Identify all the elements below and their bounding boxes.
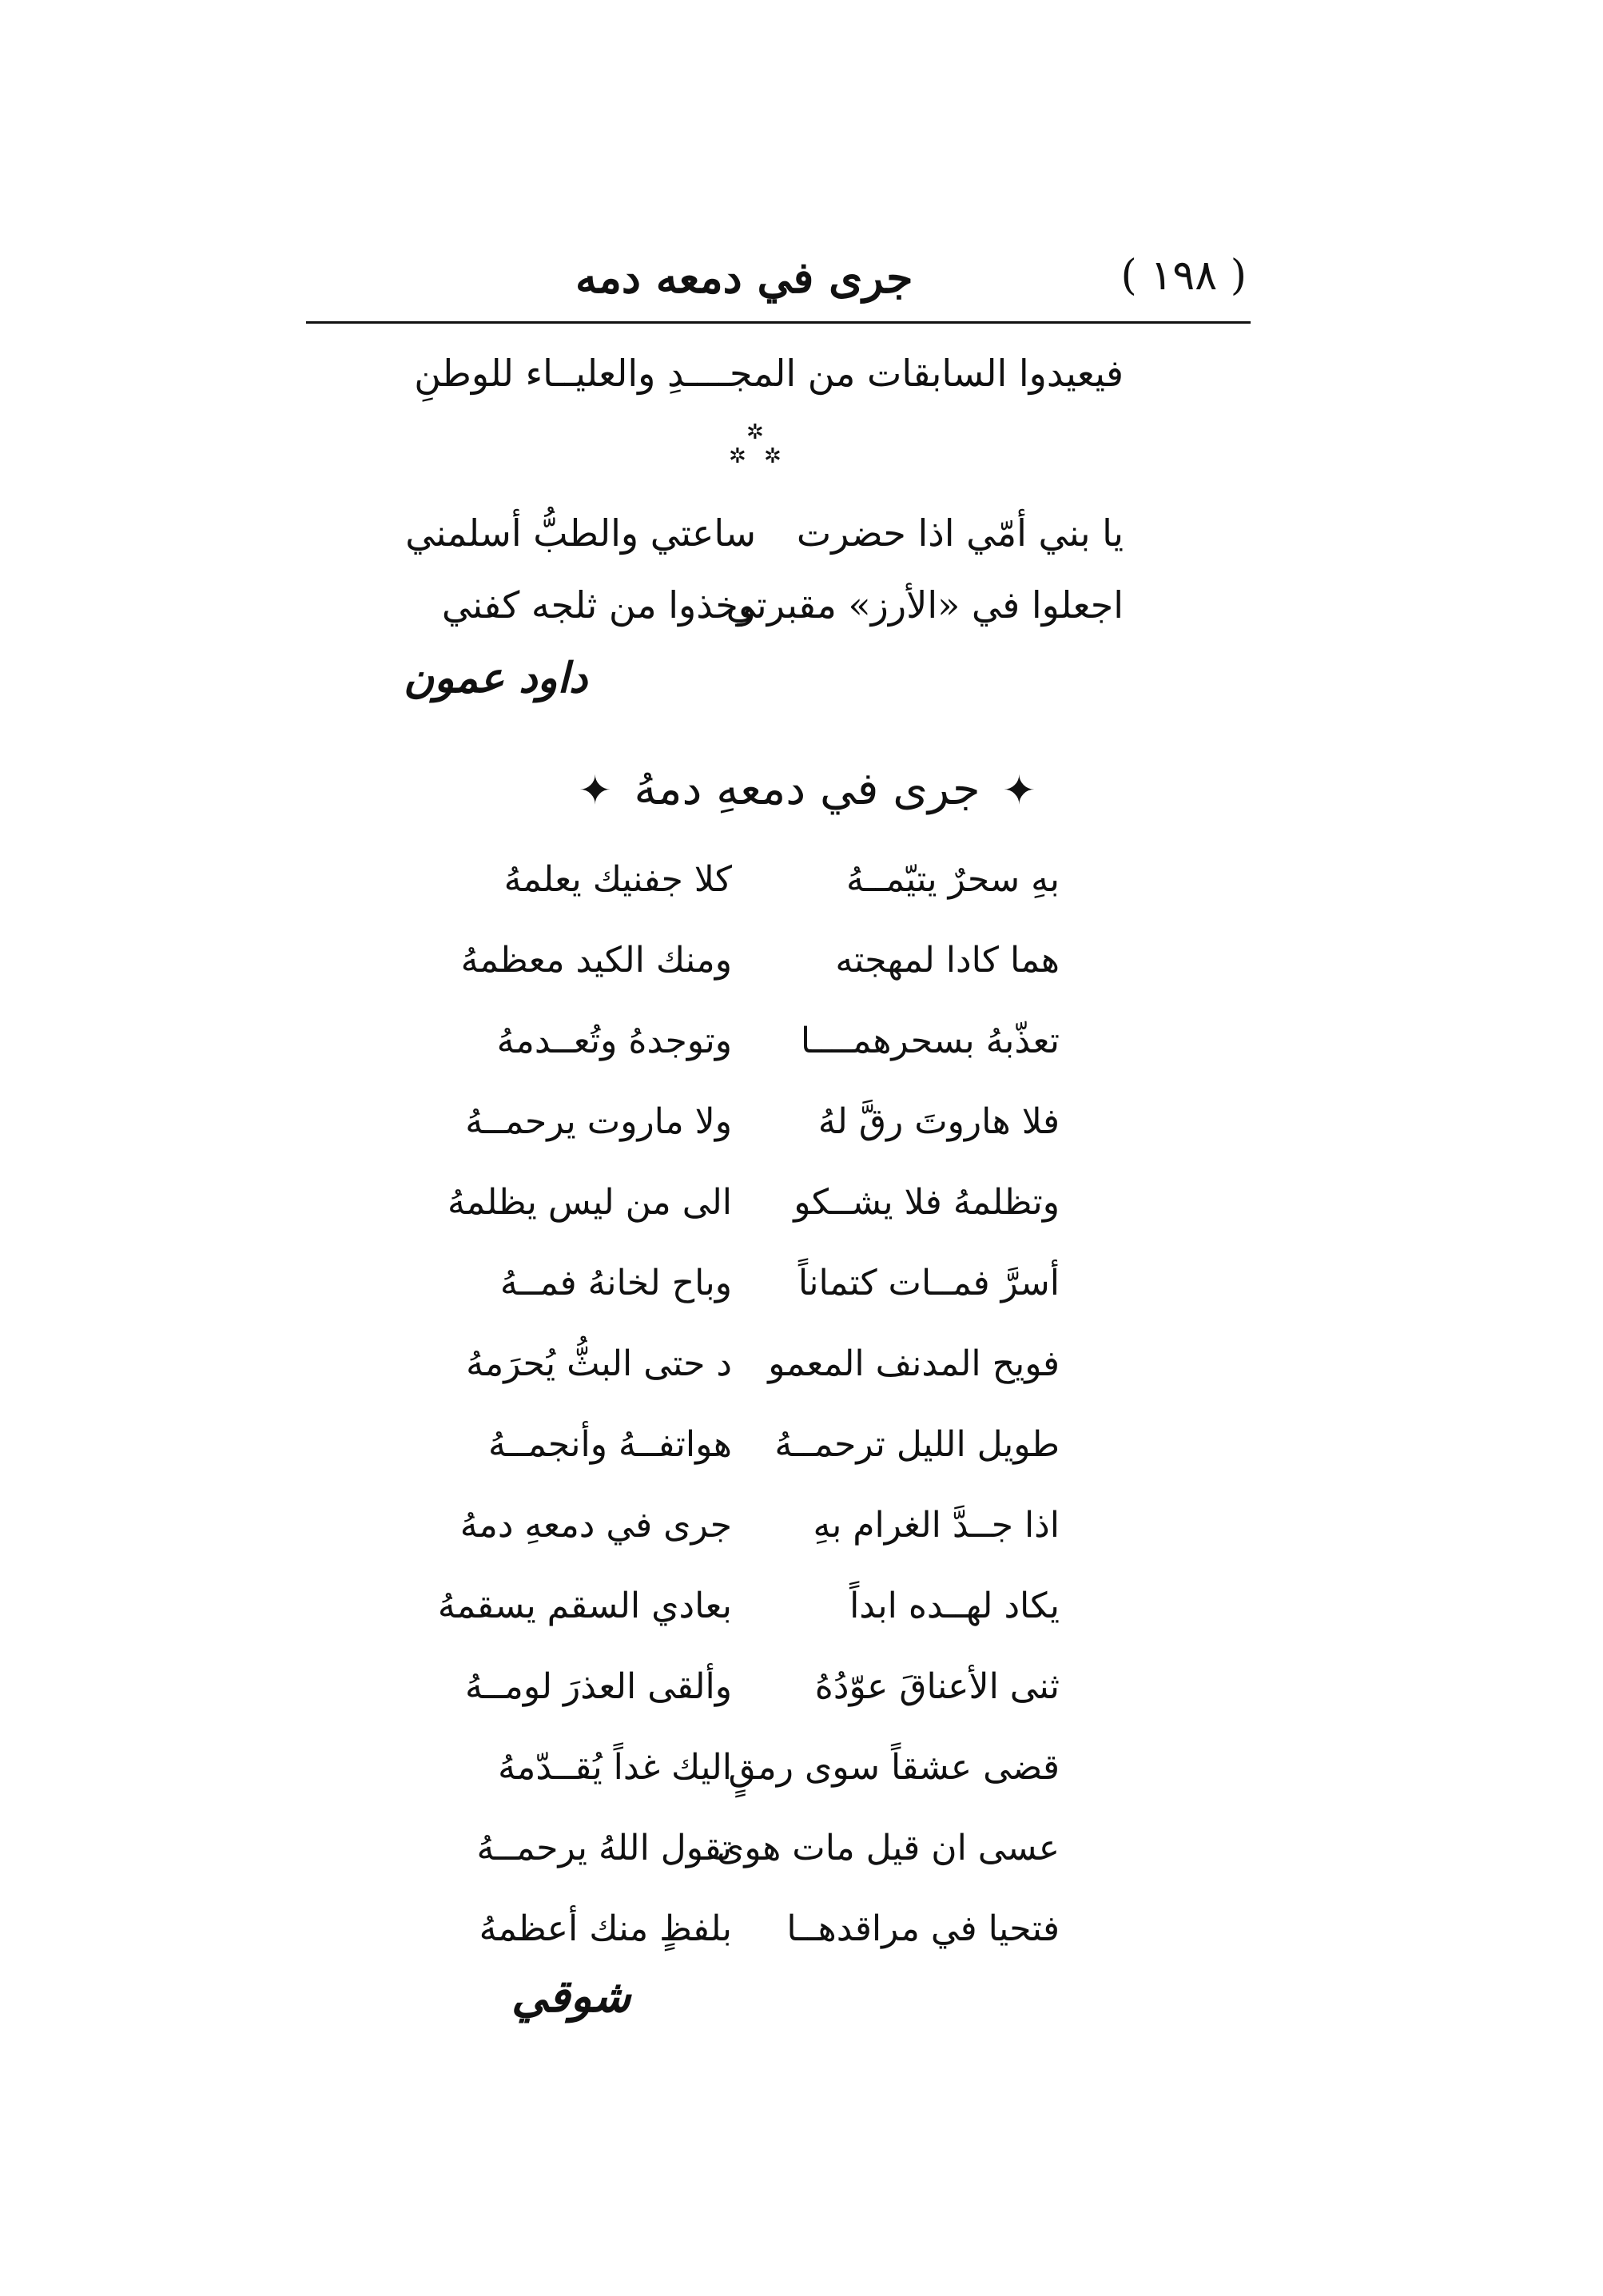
verse — [452, 1828, 1060, 1908]
star-icon: ✲ — [746, 420, 764, 444]
verse-second-hemistich: تقول اللهُ يرحمــهُ — [476, 1828, 732, 1868]
couplet-second-hemistich: ساعتي والطبُّ أسلمني — [405, 511, 756, 555]
verse — [452, 1505, 1060, 1586]
verse-second-hemistich: وتوجدهُ وتُعــدمهُ — [496, 1021, 732, 1061]
couplet-second-hemistich: وخذوا من ثلجه كفني — [441, 583, 756, 627]
verse-first-hemistich: قضى عشقاً سوى رمقٍ — [728, 1747, 1060, 1788]
verse-second-hemistich: وباح لخانهُ فمــهُ — [499, 1263, 732, 1303]
verse-first-hemistich: طويل الليل ترحمــهُ — [774, 1424, 1060, 1465]
verse-first-hemistich: هما كادا لمهجته — [835, 940, 1060, 981]
verse-first-hemistich: بهِ سحرٌ يتيّمــهُ — [846, 859, 1060, 900]
verse-second-hemistich: الى من ليس يظلمهُ — [447, 1182, 732, 1223]
verse — [437, 1586, 1060, 1666]
verse — [452, 1747, 1060, 1828]
previous-poem-couplet — [404, 511, 1124, 567]
verse — [452, 1343, 1060, 1424]
verse-first-hemistich: فتحيا في مراقدهــا — [786, 1908, 1060, 1949]
verse-second-hemistich: اليك غداً يُقــدّمهُ — [498, 1747, 732, 1788]
verse-second-hemistich: د حتى البثُّ يُحرَمهُ — [466, 1343, 732, 1384]
verse — [452, 1263, 1060, 1343]
verse-second-hemistich: كلا جفنيك يعلمهُ — [503, 859, 732, 900]
verse-first-hemistich: أسرَّ فمــات كتماناً — [798, 1263, 1060, 1303]
verse — [452, 1021, 1060, 1101]
couplet-first-hemistich: يا بني أمّي اذا حضرت — [796, 511, 1124, 555]
verse-first-hemistich: اذا جــدَّ الغرام بهِ — [813, 1505, 1060, 1546]
verse-second-hemistich: وألقى العذرَ لومــهُ — [464, 1666, 732, 1707]
verse-second-hemistich: هواتفــهُ وأنجمــهُ — [488, 1424, 732, 1465]
verse-second-hemistich: بلفظٍ منك أعظمهُ — [479, 1908, 732, 1949]
verse-first-hemistich: وتظلمهُ فلا يشــكو — [794, 1182, 1060, 1223]
poem-title — [559, 763, 1055, 827]
verse-first-hemistich: فويح المدنف المعمو — [768, 1343, 1060, 1384]
verse-first-hemistich: عسى ان قيل مات هوى — [716, 1828, 1060, 1868]
verse-second-hemistich: جرى في دمعهِ دمهُ — [459, 1505, 732, 1546]
star-icon: ✲ — [764, 444, 782, 468]
running-header — [304, 252, 1247, 324]
verse — [447, 1182, 1060, 1263]
verse — [452, 859, 1060, 940]
verse — [452, 1424, 1060, 1505]
ornament-icon: ✦ — [1002, 767, 1036, 814]
verse-second-hemistich: ولا ماروت يرحمــهُ — [465, 1101, 732, 1142]
previous-poem-couplet — [404, 583, 1124, 639]
ornament-icon: ✦ — [578, 767, 612, 814]
previous-poem-signature: داود عمون — [404, 654, 588, 702]
verse — [452, 940, 1060, 1021]
verse-first-hemistich: ثنى الأعناقَ عوّدُهُ — [814, 1666, 1060, 1707]
verse-first-hemistich: تعذّبهُ بسحرهمــــا — [800, 1021, 1060, 1061]
previous-poem-closing-verse: فيعيدوا السابقات من المجــــدِ والعليــاء للوطنِ — [414, 352, 1124, 395]
verse-second-hemistich: ومنك الكيد معظمهُ — [460, 940, 732, 981]
verse-second-hemistich: بعادي السقم يسقمهُ — [437, 1586, 732, 1626]
page-number: ( ١٩٨ ) — [1120, 252, 1247, 300]
verse-first-hemistich: فلا هاروتَ رقَّ لهُ — [817, 1101, 1060, 1142]
star-separator — [719, 422, 791, 478]
verse — [452, 1101, 1060, 1182]
poem-title-text: جرى في دمعهِ دمهُ — [634, 763, 980, 815]
couplet-first-hemistich: اجعلوا في «الأرز» مقبرتي — [726, 583, 1124, 627]
verse-first-hemistich: يكاد لهــده ابداً — [849, 1586, 1060, 1626]
running-title: جرى في دمعه دمه — [575, 252, 913, 303]
header-rule — [306, 321, 1251, 324]
poem-verses — [437, 859, 1060, 1989]
star-icon: ✲ — [729, 444, 746, 468]
verse — [452, 1666, 1060, 1747]
poem-signature: شوقي — [511, 1970, 631, 2023]
